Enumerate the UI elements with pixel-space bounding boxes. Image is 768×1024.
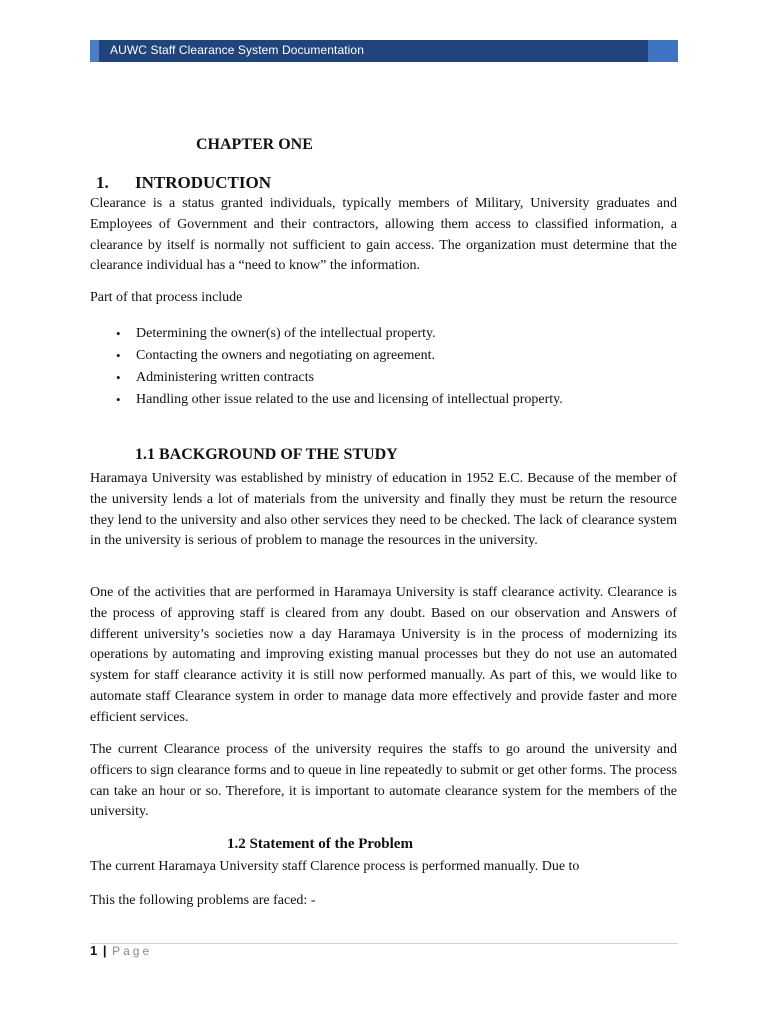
page-separator: |	[102, 943, 107, 958]
bullet-icon: •	[116, 370, 121, 385]
process-intro-text: Part of that process include	[90, 290, 243, 305]
bullet-icon: •	[116, 392, 121, 407]
page-footer	[90, 943, 152, 958]
chapter-heading: CHAPTER ONE	[196, 136, 313, 153]
introduction-heading	[96, 173, 271, 193]
background-paragraph-3: The current Clearance process of the university requires the staffs to go around the university and officers to sign clearance forms and to queue in line repeatedly to submit or get other forms. The process can take an hour or so. Therefore, it is important to automate clearance system for the members of the university.	[90, 742, 677, 820]
list-item-text: Determining the owner(s) of the intellectual property.	[136, 326, 436, 341]
header-bar-right-accent	[648, 40, 678, 62]
header-bar	[90, 40, 678, 62]
list-item	[90, 324, 650, 346]
bullet-icon: •	[116, 326, 121, 341]
list-item	[90, 368, 650, 390]
background-paragraph-1: Haramaya University was established by ministry of education in 1952 E.C. Because of the member of the university lends a lot of materials from the university and finally they must be return the resource they lend to the university and also other services they need to be checked. The lack of clearance system in the university is serious of problem to manage the resources in the university.	[90, 471, 677, 549]
bullet-icon: •	[116, 348, 121, 363]
list-item	[90, 346, 650, 368]
introduction-number: 1.	[96, 173, 109, 192]
list-item-text: Contacting the owners and negotiating on agreement.	[136, 348, 435, 363]
list-item-text: Administering written contracts	[136, 370, 315, 385]
introduction-paragraph: Clearance is a status granted individuals, typically members of Military, University graduates and Employees of Government and their contractors, allowing them access to classified information, a clearance by itself is normally not sufficient to gain access. The organization must determine that the clearance individual has a “need to know” the information.	[90, 196, 677, 274]
document-header-title: AUWC Staff Clearance System Documentation	[110, 43, 364, 57]
background-heading: 1.1 BACKGROUND OF THE STUDY	[135, 446, 398, 463]
header-bar-left-accent	[90, 40, 99, 62]
page-number: 1	[90, 943, 98, 958]
background-paragraph-2: One of the activities that are performed in Haramaya University is staff clearance activity. Clearance is the process of approving staff is cleared from any doubt. Based on our observation and Answers of different university’s societies now a day Haramaya University is in the process of modernizing its operations by automating and improving existing manual processes but they do not use an automated system for staff clearance activity it is still now performed manually. As part of this, we would like to automate staff Clearance system in order to manage data more effectively and provide faster and more efficient services.	[90, 585, 677, 725]
list-item	[90, 390, 650, 412]
problem-text-line-2: This the following problems are faced: -	[90, 893, 316, 908]
footer-divider	[90, 943, 678, 944]
list-item-text: Handling other issue related to the use and licensing of intellectual property.	[136, 392, 563, 407]
problem-text-line-1: The current Haramaya University staff Clarence process is performed manually. Due to	[90, 859, 580, 874]
problem-heading: 1.2 Statement of the Problem	[227, 836, 413, 852]
introduction-title: INTRODUCTION	[135, 173, 272, 192]
page-label: Page	[112, 944, 153, 958]
process-bullet-list	[90, 324, 650, 412]
